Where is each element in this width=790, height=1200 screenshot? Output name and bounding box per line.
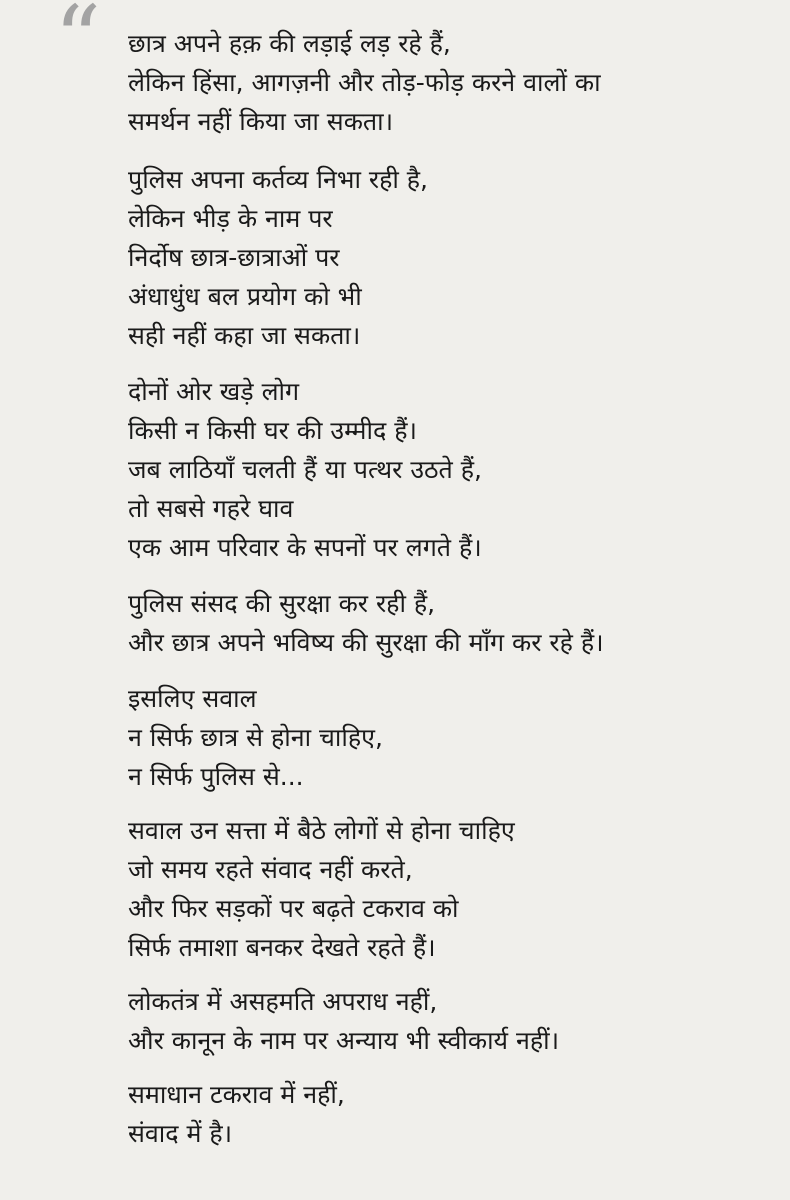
poem-line: समर्थन नहीं किया जा सकता। xyxy=(128,107,394,136)
poem-line: और फिर सड़कों पर बढ़ते टकराव को xyxy=(128,894,459,923)
poem-body xyxy=(128,24,768,1153)
poem-line: पुलिस अपना कर्तव्य निभा रही है, xyxy=(128,165,429,194)
poem-line: पुलिस संसद की सुरक्षा कर रही हैं, xyxy=(128,589,436,618)
poem-line: किसी न किसी घर की उम्मीद हैं। xyxy=(128,416,417,445)
poem-line: और कानून के नाम पर अन्याय भी स्वीकार्य नहीं। xyxy=(128,1026,560,1055)
quotation-mark-icon: “ xyxy=(54,0,102,93)
poem-line: लोकतंत्र में असहमति अपराध नहीं, xyxy=(128,987,438,1016)
poem-line: और छात्र अपने भविष्य की सुरक्षा की माँग कर रहे हैं। xyxy=(128,628,604,657)
poem-line: अंधाधुंध बल प्रयोग को भी xyxy=(128,282,362,311)
poem-line: सही नहीं कहा जा सकता। xyxy=(128,321,361,350)
stanza xyxy=(128,584,768,662)
poem-line: न सिर्फ पुलिस से... xyxy=(128,762,304,791)
poem-line: जो समय रहते संवाद नहीं करते, xyxy=(128,855,413,884)
poem-line: इसलिए सवाल xyxy=(128,684,257,713)
poem-line: दोनों ओर खड़े लोग xyxy=(128,377,300,406)
stanza xyxy=(128,24,768,141)
poem-line: जब लाठियाँ चलती हैं या पत्थर उठते हैं, xyxy=(128,455,482,484)
stanza xyxy=(128,160,768,355)
poem-line: समाधान टकराव में नहीं, xyxy=(128,1080,345,1109)
stanza xyxy=(128,811,768,967)
poem-line: निर्दोष छात्र-छात्राओं पर xyxy=(128,243,340,272)
poem-line: सिर्फ तमाशा बनकर देखते रहते हैं। xyxy=(128,933,436,962)
stanza xyxy=(128,679,768,796)
poem-line: लेकिन भीड़ के नाम पर xyxy=(128,204,333,233)
poem-line: न सिर्फ छात्र से होना चाहिए, xyxy=(128,723,383,752)
poem-line: एक आम परिवार के सपनों पर लगते हैं। xyxy=(128,533,482,562)
stanza xyxy=(128,372,768,567)
poem-line: छात्र अपने हक़ की लड़ाई लड़ रहे हैं, xyxy=(128,29,451,58)
stanza xyxy=(128,1075,768,1153)
poem-line: सवाल उन सत्ता में बैठे लोगों से होना चाहिए xyxy=(128,816,515,845)
stanza xyxy=(128,982,768,1060)
poem-line: तो सबसे गहरे घाव xyxy=(128,494,294,523)
poem-line: संवाद में है। xyxy=(128,1119,233,1148)
poem-line: लेकिन हिंसा, आगज़नी और तोड़-फोड़ करने वालों का xyxy=(128,68,601,97)
